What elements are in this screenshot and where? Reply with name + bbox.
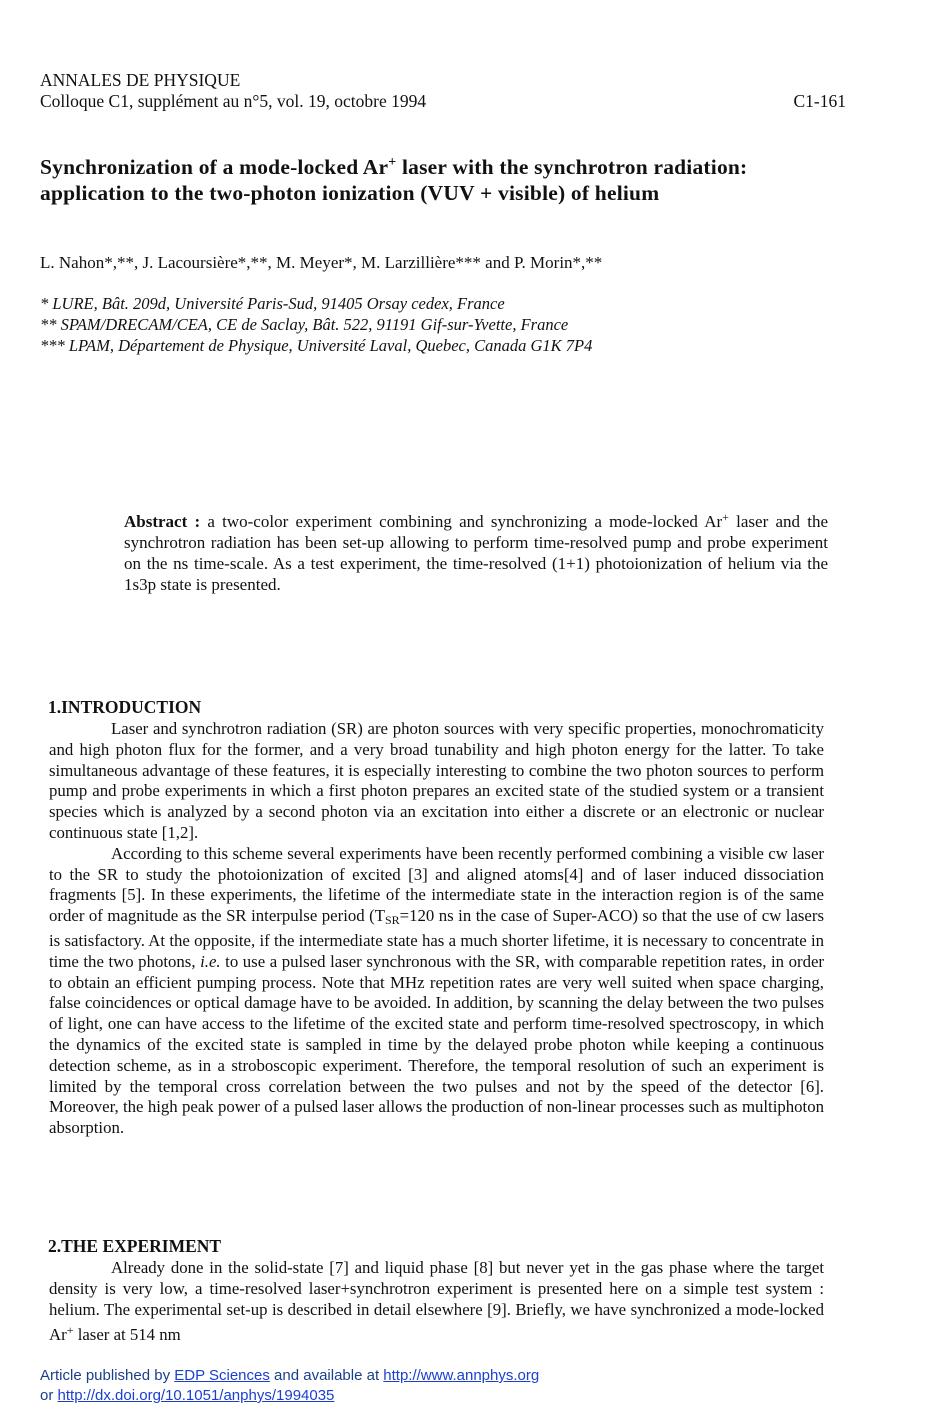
footer-or: or: [40, 1387, 58, 1404]
intro-p2-subscript: SR: [384, 913, 400, 928]
experiment-paragraph-1: [49, 1258, 824, 1346]
affiliation-1: * LURE, Bât. 209d, Université Paris-Sud, 91405 Orsay cedex, France: [40, 294, 505, 313]
affiliation-2: ** SPAM/DRECAM/CEA, CE de Saclay, Bât. 522, 91191 Gif-sur-Yvette, France: [40, 315, 569, 334]
journal-header: [40, 70, 426, 112]
paper-title: [40, 150, 840, 206]
doi-link[interactable]: http://dx.doi.org/10.1051/anphys/1994035: [57, 1387, 335, 1404]
journal-issue: Colloque C1, supplément au n°5, vol. 19, octobre 1994: [40, 91, 427, 111]
experiment-body: [49, 1258, 824, 1346]
affiliation-3: *** LPAM, Département de Physique, Université Laval, Quebec, Canada G1K 7P4: [40, 336, 593, 355]
footer-mid: and available at: [269, 1367, 384, 1384]
intro-p2-text-c: to use a pulsed laser synchronous with the SR, with comparable repetition rates, in order to obtain an efficient pumping process. Note that MHz repetition rates are very well suited when space charging, false coincidences or optical damage have to be avoided. In addition, by scanning the delay between the two pulses of light, one can have access to the lifetime of the excited state and perform time-resolved spectroscopy, in which the dynamics of the excited state is sampled in time by the delayed probe photon while keeping a continuous detection scheme, as in a stroboscopic experiment. Therefore, the temporal resolution of such an experiment is limited by the temporal cross correlation between the two pulses and not by the speed of the detector [6]. Moreover, the high peak power of a pulsed laser allows the production of non-linear processes such as multiphoton absorption.: [49, 951, 824, 1138]
introduction-body: [49, 719, 824, 1139]
intro-p2-italic: i.e.: [200, 951, 221, 971]
page-number: C1-161: [793, 91, 846, 111]
exp-p1-superscript: +: [66, 1323, 74, 1338]
title-superscript: +: [388, 155, 397, 170]
introduction-paragraph-1: Laser and synchrotron radiation (SR) are photon sources with very specific properties, monochromaticity and high photon flux for the former, and a very broad tunability and high photon energy for the latter. To take simultaneous advantage of these features, it is especially interesting to combine the two photon sources to perform pump and probe experiments in which a first photon prepares an excited state of the studied system or a transient species which is analyzed by a second photon via an excitation into either a discrete or an electronic or nuclear continuous state [1,2].: [49, 719, 824, 842]
publication-footer: [40, 1366, 539, 1406]
footer-line-1: [40, 1366, 539, 1386]
footer-prefix: Article published by: [40, 1367, 175, 1384]
section-heading-introduction: 1.INTRODUCTION: [48, 697, 202, 717]
exp-p1-text-a: Already done in the solid-state [7] and liquid phase [8] but never yet in the gas phase where the target density is very low, a time-resolved laser+synchrotron experiment is presented here on a simple test system : helium. The experimental set-up is described in detail elsewhere [9]. Briefly, we have synchronized a mode-locked Ar: [49, 1258, 824, 1345]
abstract-text-1: a two-color experiment combining and synchronizing a mode-locked Ar: [200, 512, 723, 531]
intro-p2-text-b: =120 ns in the case of Super-ACO) so that the use of cw lasers is satisfactory. At the opposite, if the intermediate state has a much shorter lifetime, it is necessary to concentrate in time the two photons,: [49, 906, 824, 971]
authors: L. Nahon*,**, J. Lacoursière*,**, M. Meyer*, M. Larzillière*** and P. Morin*,**: [40, 253, 603, 272]
abstract-label: Abstract :: [124, 512, 201, 531]
abstract-text-2: laser and the synchrotron radiation has been set-up allowing to perform time-resolved pump and probe experiment on the ns time-scale. As a test experiment, the time-resolved (1+1) photoionization of helium via the 1s3p state is presented.: [124, 512, 829, 594]
title-part2: laser with the synchrotron radiation: application to the two-photon ionization (VUV + visible) of helium: [40, 155, 748, 205]
journal-name: ANNALES DE PHYSIQUE: [40, 70, 241, 90]
title-part1: Synchronization of a mode-locked Ar: [40, 155, 389, 179]
publisher-link[interactable]: EDP Sciences: [174, 1367, 270, 1384]
footer-line-2: [40, 1386, 539, 1406]
introduction-paragraph-2: [49, 844, 824, 1139]
abstract-superscript: +: [722, 510, 729, 524]
abstract: [124, 507, 828, 595]
affiliations: [40, 293, 592, 356]
exp-p1-text-b: laser at 514 nm: [73, 1325, 181, 1345]
section-heading-experiment: 2.THE EXPERIMENT: [48, 1236, 222, 1256]
site-link[interactable]: http://www.annphys.org: [383, 1367, 540, 1384]
intro-p2-text-a: According to this scheme several experiments have been recently performed combining a visible cw laser to the SR to study the photoionization of excited [3] and aligned atoms[4] and of laser induced dissociation fragments [5]. In these experiments, the lifetime of the intermediate state in the interaction region is of the same order of magnitude as the SR interpulse period (T: [49, 843, 824, 926]
